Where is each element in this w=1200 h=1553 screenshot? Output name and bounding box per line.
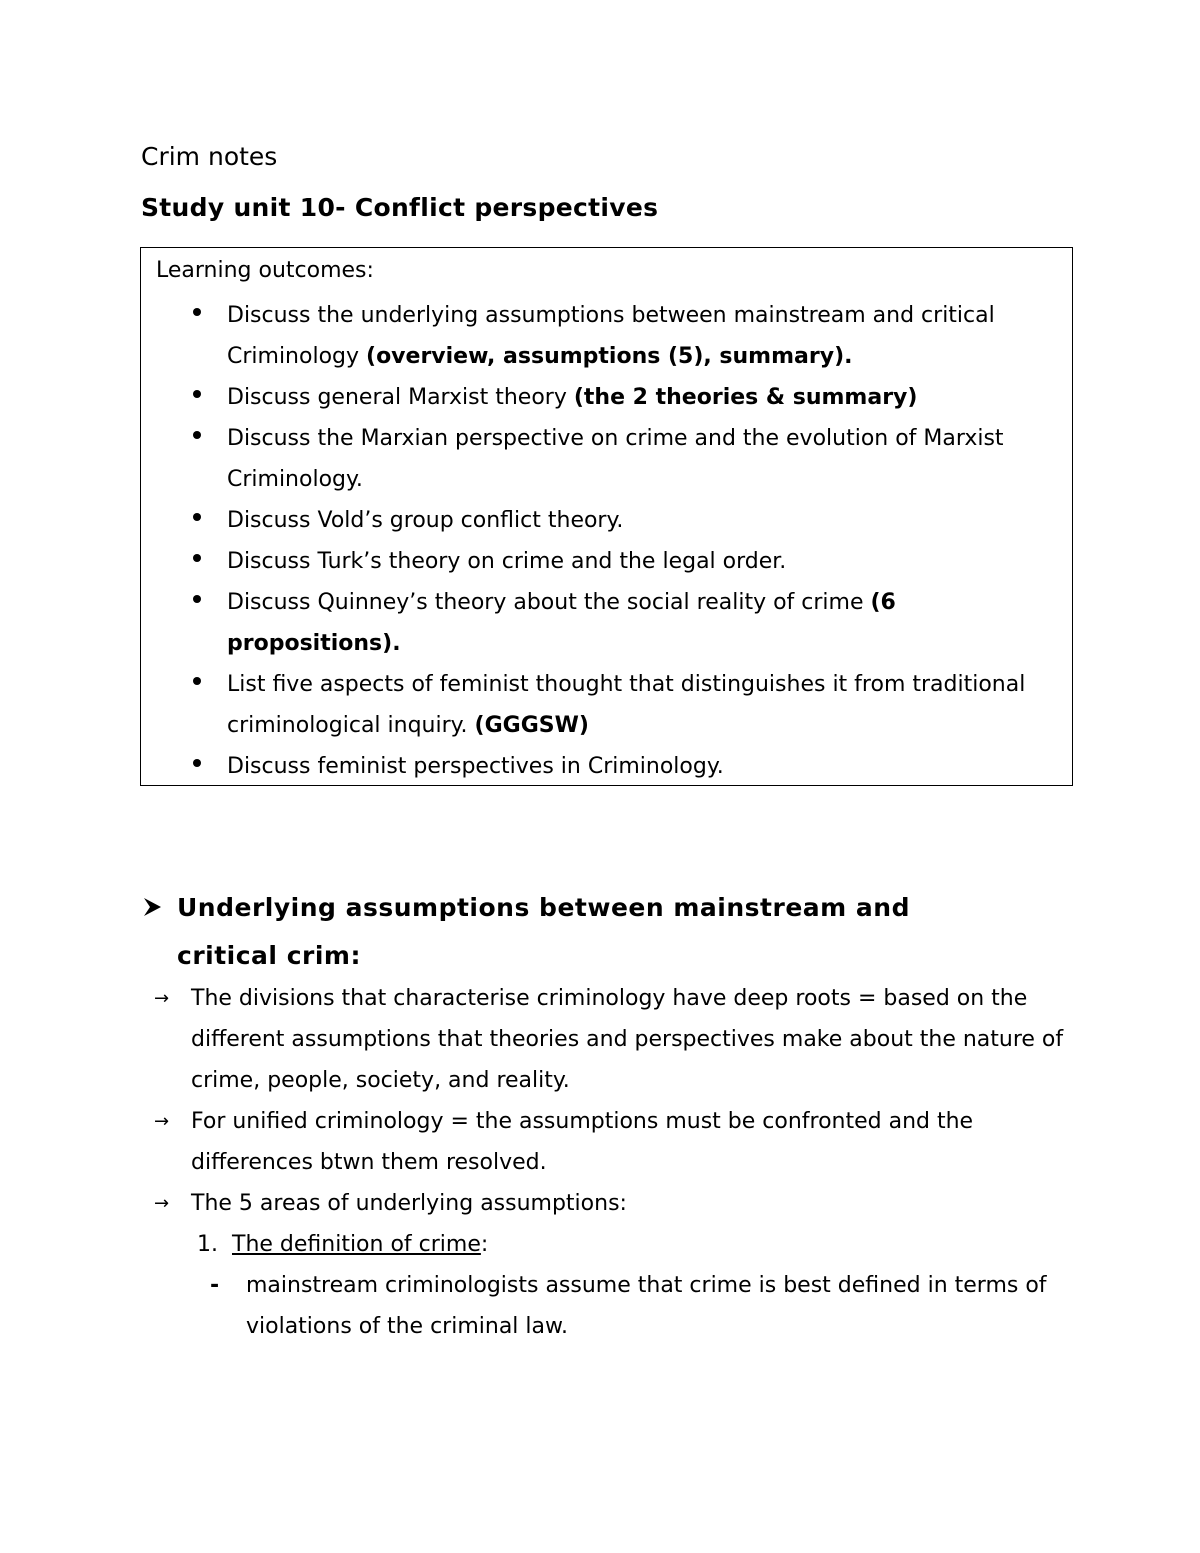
outcome-text: Discuss the Marxian perspective on crime and the evolution of Marxist Criminology. [227, 426, 1004, 492]
list-item [141, 746, 1074, 787]
list-item [141, 295, 1074, 377]
note-text: For unified criminology = the assumptions must be confronted and the differences btwn them resolved. [191, 1109, 974, 1175]
right-arrow-icon: → [154, 988, 170, 1009]
list-item [141, 377, 1074, 418]
right-arrow-icon: → [154, 1111, 170, 1132]
bullet-icon [193, 308, 201, 316]
bullet-icon [193, 554, 201, 562]
numbered-suffix: : [480, 1232, 489, 1257]
learning-outcomes-label: Learning outcomes: [156, 258, 374, 283]
list-item [141, 541, 1074, 582]
note-text: The 5 areas of underlying assumptions: [191, 1191, 627, 1216]
outcome-text: Discuss general Marxist theory [227, 385, 574, 410]
section-heading [141, 884, 1041, 980]
list-item [150, 1183, 1070, 1224]
item-number: 1. [197, 1232, 218, 1257]
list-item [150, 978, 1070, 1101]
outcome-text: Discuss Vold’s group conflict theory. [227, 508, 624, 533]
numbered-block [150, 1224, 1070, 1347]
unit-heading: Study unit 10- Conflict perspectives [141, 193, 659, 222]
outcome-text: Discuss Turk’s theory on crime and the legal order. [227, 549, 787, 574]
list-item [141, 500, 1074, 541]
outcome-bold: (GGGSW) [474, 713, 589, 738]
bullet-icon [193, 390, 201, 398]
notes-list [150, 978, 1070, 1224]
right-arrow-icon: → [154, 1193, 170, 1214]
dash-symbol: - [210, 1273, 220, 1298]
bullet-icon [193, 759, 201, 767]
list-item [141, 664, 1074, 746]
numbered-item [191, 1224, 1070, 1265]
document-title: Crim notes [141, 142, 278, 171]
bullet-icon [193, 431, 201, 439]
outcome-text: Discuss the underlying assumptions between mainstream and critical Criminology [227, 303, 995, 369]
section-heading-text: Underlying assumptions between mainstream and critical crim: [177, 893, 910, 970]
bullet-icon [193, 513, 201, 521]
numbered-label: The definition of crime [232, 1232, 481, 1257]
outcome-bold: (the 2 theories & summary) [573, 385, 918, 410]
outcome-bold: (overview, assumptions (5), summary). [366, 344, 853, 369]
outcome-text: Discuss feminist perspectives in Criminology. [227, 754, 724, 779]
learning-outcomes-list [141, 295, 1074, 787]
list-item [150, 1101, 1070, 1183]
outcome-text: List five aspects of feminist thought that distinguishes it from traditional criminological inquiry. [227, 672, 1026, 738]
dash-item [150, 1265, 1066, 1347]
outcome-bold: (6 propositions). [227, 590, 896, 656]
bullet-icon [193, 595, 201, 603]
outcome-text: Discuss Quinney’s theory about the social reality of crime [227, 590, 871, 615]
note-text: The divisions that characterise criminology have deep roots = based on the different assumptions that theories and perspectives make about the nature of crime, people, society, and reality. [191, 986, 1064, 1093]
bullet-icon [193, 677, 201, 685]
list-item [141, 418, 1074, 500]
learning-outcomes-box [140, 247, 1073, 786]
dash-text: mainstream criminologists assume that crime is best defined in terms of violations of the criminal law. [246, 1273, 1047, 1339]
arrowhead-bullet-icon [141, 896, 163, 918]
list-item [141, 582, 1074, 664]
